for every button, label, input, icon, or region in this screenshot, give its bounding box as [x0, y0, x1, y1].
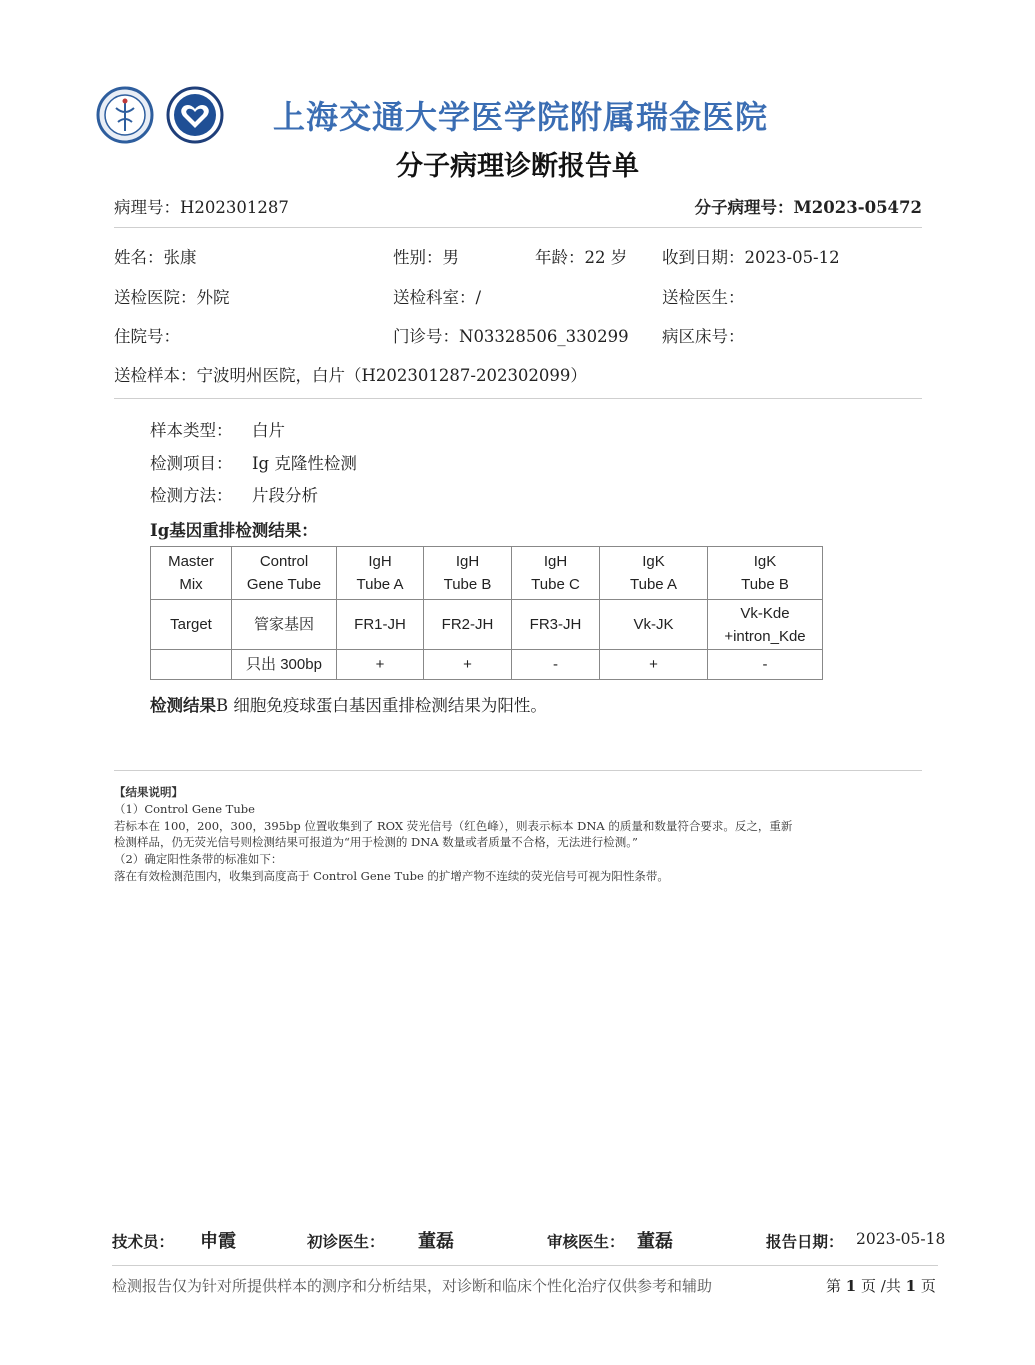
test-item-label: 检测项目：: [150, 454, 233, 473]
university-logo-icon: [96, 86, 154, 144]
table-header-cell: Master Mix: [151, 547, 232, 600]
conclusion-label: 检测结果: [150, 696, 216, 715]
table-row: [151, 547, 823, 600]
table-header-cell: Control Gene Tube: [232, 547, 337, 600]
technician-label: 技术员：: [112, 1232, 175, 1251]
sample-info: 送检样本：宁波明州医院，白片（H202301287-202302099）: [114, 366, 587, 385]
test-method-label: 检测方法：: [150, 486, 233, 505]
divider: [114, 770, 922, 771]
disclaimer: 检测报告仅为针对所提供样本的测序和分析结果，对诊断和临床个性化治疗仅供参考和辅助: [112, 1277, 713, 1295]
ward-bed: 病区床号：: [662, 327, 745, 346]
molecular-pathology-number: 分子病理号：M2023-05472: [694, 198, 922, 217]
sending-hospital: 送检医院：外院: [114, 288, 230, 307]
report-date-label: 报告日期：: [766, 1232, 844, 1251]
pathology-number: 病理号：H202301287: [114, 198, 289, 217]
divider: [114, 398, 922, 399]
page-indicator: 第 1 页 /共 1 页: [826, 1277, 936, 1295]
notes-line: （1）Control Gene Tube: [114, 802, 255, 816]
table-header-cell: IgH Tube A: [337, 547, 424, 600]
divider: [112, 1265, 938, 1266]
ig-rearrangement-table: [150, 546, 823, 680]
review-doctor-label: 审核医生：: [547, 1232, 625, 1251]
notes-line: 检测样品，仍无荧光信号则检测结果可报道为“用于检测的 DNA 数量或者质量不合格，无法进行检测。”: [114, 835, 638, 849]
received-date: 收到日期：2023-05-12: [662, 248, 840, 267]
table-cell: FR2-JH: [424, 600, 512, 650]
table-cell: +: [600, 650, 708, 680]
divider: [114, 227, 922, 228]
sending-department: 送检科室：/: [393, 288, 482, 307]
sample-type: 白片: [252, 421, 285, 440]
table-cell: FR1-JH: [337, 600, 424, 650]
table-row: [151, 600, 823, 650]
table-cell: 只出 300bp: [232, 650, 337, 680]
table-cell: 管家基因: [232, 600, 337, 650]
sending-doctor: 送检医生：: [662, 288, 745, 307]
table-cell: -: [708, 650, 823, 680]
review-doctor-signature: 董磊: [637, 1231, 673, 1252]
initial-doctor-label: 初诊医生：: [307, 1232, 385, 1251]
table-cell: [151, 650, 232, 680]
hospital-logo-icon: [166, 86, 224, 144]
notes-title: 【结果说明】: [114, 785, 183, 799]
table-cell: -: [512, 650, 600, 680]
sample-type-label: 样本类型：: [150, 421, 233, 440]
table-cell: +: [424, 650, 512, 680]
notes-line: 若标本在 100，200，300，395bp 位置收集到了 ROX 荧光信号（红色峰），则表示标本 DNA 的质量和数量符合要求。反之，重新: [114, 819, 793, 833]
table-header-cell: IgH Tube C: [512, 547, 600, 600]
table-header-cell: IgH Tube B: [424, 547, 512, 600]
table-cell: Target: [151, 600, 232, 650]
result-table-title: Ig基因重排检测结果：: [150, 521, 318, 540]
table-cell: Vk-JK: [600, 600, 708, 650]
notes-line: （2）确定阳性条带的标准如下：: [114, 852, 283, 866]
report-date: 2023-05-18: [856, 1230, 946, 1248]
technician-signature: 申霞: [200, 1231, 236, 1252]
conclusion-text: B 细胞免疫球蛋白基因重排检测结果为阳性。: [216, 696, 547, 715]
patient-name: 姓名：张康: [114, 248, 197, 267]
outpatient-number: 门诊号：N03328506_330299: [393, 327, 629, 346]
notes-line: 落在有效检测范围内，收集到高度高于 Control Gene Tube 的扩增产物不连续的荧光信号可视为阳性条带。: [114, 869, 669, 883]
initial-doctor-signature: 董磊: [418, 1231, 454, 1252]
table-header-cell: IgK Tube B: [708, 547, 823, 600]
inpatient-number: 住院号：: [114, 327, 180, 346]
patient-age: 年龄：22 岁: [535, 248, 628, 267]
conclusion: [150, 692, 547, 716]
test-method: 片段分析: [252, 486, 318, 505]
test-item: Ig 克隆性检测: [252, 454, 357, 473]
hospital-name: 上海交通大学医学院附属瑞金医院: [273, 98, 769, 136]
patient-sex: 性别：男: [393, 248, 459, 267]
table-row: [151, 650, 823, 680]
table-cell: Vk-Kde +intron_Kde: [708, 600, 823, 650]
table-cell: +: [337, 650, 424, 680]
table-header-cell: IgK Tube A: [600, 547, 708, 600]
report-title: 分子病理诊断报告单: [396, 151, 639, 182]
table-cell: FR3-JH: [512, 600, 600, 650]
